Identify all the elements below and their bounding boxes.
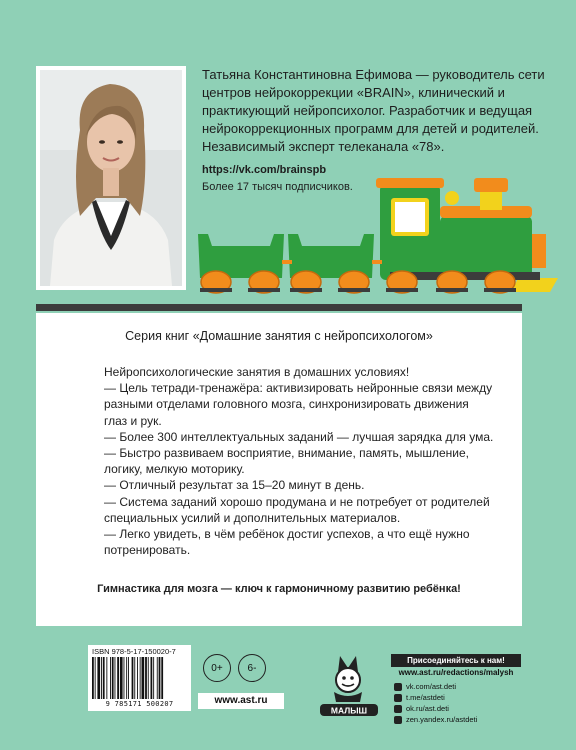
cowcatcher-icon <box>512 278 558 292</box>
description-list <box>104 364 504 558</box>
ean-digits: 9 785171 500207 <box>105 700 174 708</box>
rail-divider <box>36 304 522 311</box>
description-line: — Цель тетради-тренажёра: активизировать нейронные связи между <box>104 381 493 396</box>
social-link-ok[interactable] <box>394 703 524 714</box>
description-panel <box>36 313 522 626</box>
author-photo <box>36 66 186 290</box>
zen-icon <box>394 716 402 724</box>
train-illustration <box>190 172 560 302</box>
social-link-telegram[interactable] <box>394 692 524 703</box>
subscribers-text: Более 17 тысяч подписчиков. <box>202 181 353 193</box>
social-link-text: vk.com/ast.deti <box>406 682 457 691</box>
age-badge-0: 0+ <box>203 654 231 682</box>
social-link-zen[interactable] <box>394 714 524 725</box>
series-title: Серия книг «Домашние занятия с нейропсихологом» <box>125 329 433 343</box>
author-bio: Татьяна Константиновна Ефимова — руководитель сети центров нейрокоррекции «BRAIN», клинический и практикующий нейропсихолог. Разработчик и ведущая нейрокоррекционных программ для детей и родителей. Независимый эксперт телеканала «78». <box>202 67 545 154</box>
vk-link[interactable]: https://vk.com/brainspb <box>202 164 327 176</box>
social-link-vk[interactable] <box>394 681 524 692</box>
social-link-text: ok.ru/ast.deti <box>406 704 449 713</box>
description-line: глаз и рук. <box>104 413 162 428</box>
isbn-text: ISBN 978-5-17-150020-7 <box>92 647 176 656</box>
description-line: — Быстро развиваем восприятие, внимание, память, мышление, <box>104 446 469 461</box>
description-line: специальных усилий и дополнительных материалов. <box>104 510 401 525</box>
social-header: Присоединяйтесь к нам! <box>391 654 521 667</box>
telegram-icon <box>394 694 402 702</box>
description-line: — Более 300 интеллектуальных заданий — лучшая зарядка для ума. <box>104 429 494 444</box>
description-line: — Система заданий хорошо продумана и не потребует от родителей <box>104 494 490 509</box>
description-line: разными отделами головного мозга, синхронизировать движения <box>104 397 469 412</box>
vk-icon <box>394 683 402 691</box>
description-line: — Отличный результат за 15–20 минут в день. <box>104 478 365 493</box>
barcode-icon <box>92 657 187 699</box>
author-portrait-image <box>40 70 182 286</box>
social-site-link[interactable]: www.ast.ru/redactions/malysh <box>398 668 514 677</box>
description-line: логику, мелкую моторику. <box>104 462 245 477</box>
train-engine <box>440 216 532 278</box>
description-line: потренировать. <box>104 543 191 558</box>
motto: Гимнастика для мозга — ключ к гармоничному развитию ребёнка! <box>97 583 461 595</box>
age-badge-6: 6- <box>238 654 266 682</box>
chimney-icon <box>480 190 502 210</box>
isbn-block <box>88 645 191 711</box>
odnoklassniki-icon <box>394 705 402 713</box>
publisher-logo-text: МАЛЫШ <box>330 705 368 716</box>
description-line: — Легко увидеть, в чём ребёнок достиг успехов, а что ещё нужно <box>104 527 470 542</box>
social-link-text: t.me/astdeti <box>406 693 445 702</box>
publisher-logo-icon <box>318 650 380 718</box>
description-line: Нейропсихологические занятия в домашних условиях! <box>104 365 410 379</box>
social-link-text: zen.yandex.ru/astdeti <box>406 715 478 724</box>
social-list <box>394 681 524 725</box>
website-link[interactable]: www.ast.ru <box>198 693 284 709</box>
